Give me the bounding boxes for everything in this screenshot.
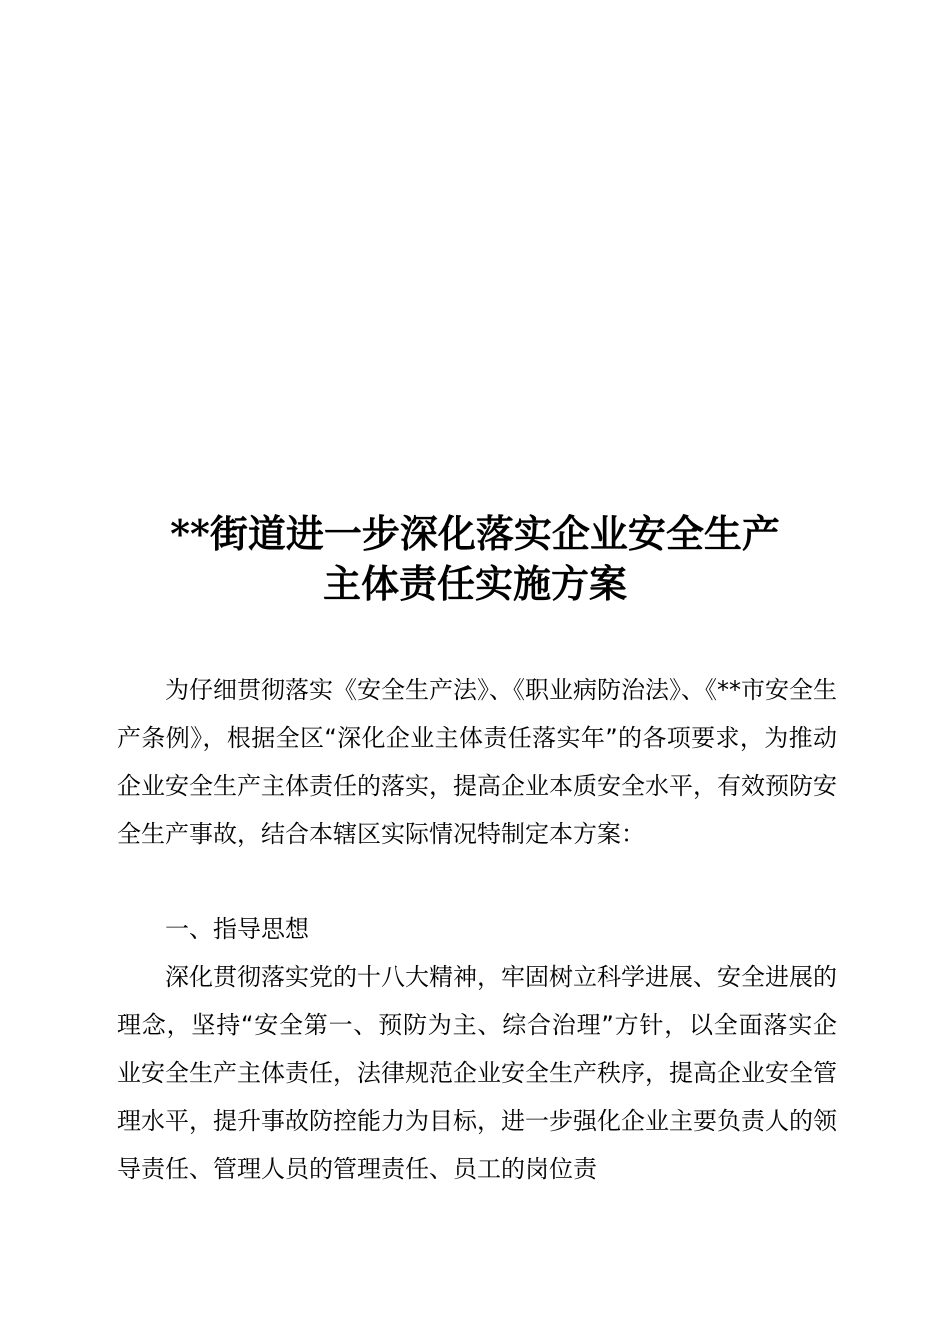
section-heading-guiding-ideology: 一、指导思想 xyxy=(165,915,309,943)
intro-paragraph: 为仔细贯彻落实《安全生产法》、《职业病防治法》、《**市安全生产条例》，根据全区“深化企业主体责任落实年”的各项要求，为推动企业安全生产主体责任的落实，提高企业本质安全水平，有效预防安全生产事故，结合本辖区实际情况特制定本方案： xyxy=(117,676,837,848)
section-paragraph-guiding-ideology: 深化贯彻落实党的十八大精神，牢固树立科学进展、安全进展的理念，坚持“安全第一、预防为主、综合治理”方针，以全面落实企业安全生产主体责任，法律规范企业安全生产秩序，提高企业安全管理水平，提升事故防控能力为目标，进一步强化企业主要负责人的领导责任、管理人员的管理责任、员工的岗位责 xyxy=(117,963,837,1183)
document-title-line-2: 主体责任实施方案 xyxy=(322,561,627,606)
document-title-line-1: **街道进一步深化落实企业安全生产 xyxy=(170,511,780,556)
